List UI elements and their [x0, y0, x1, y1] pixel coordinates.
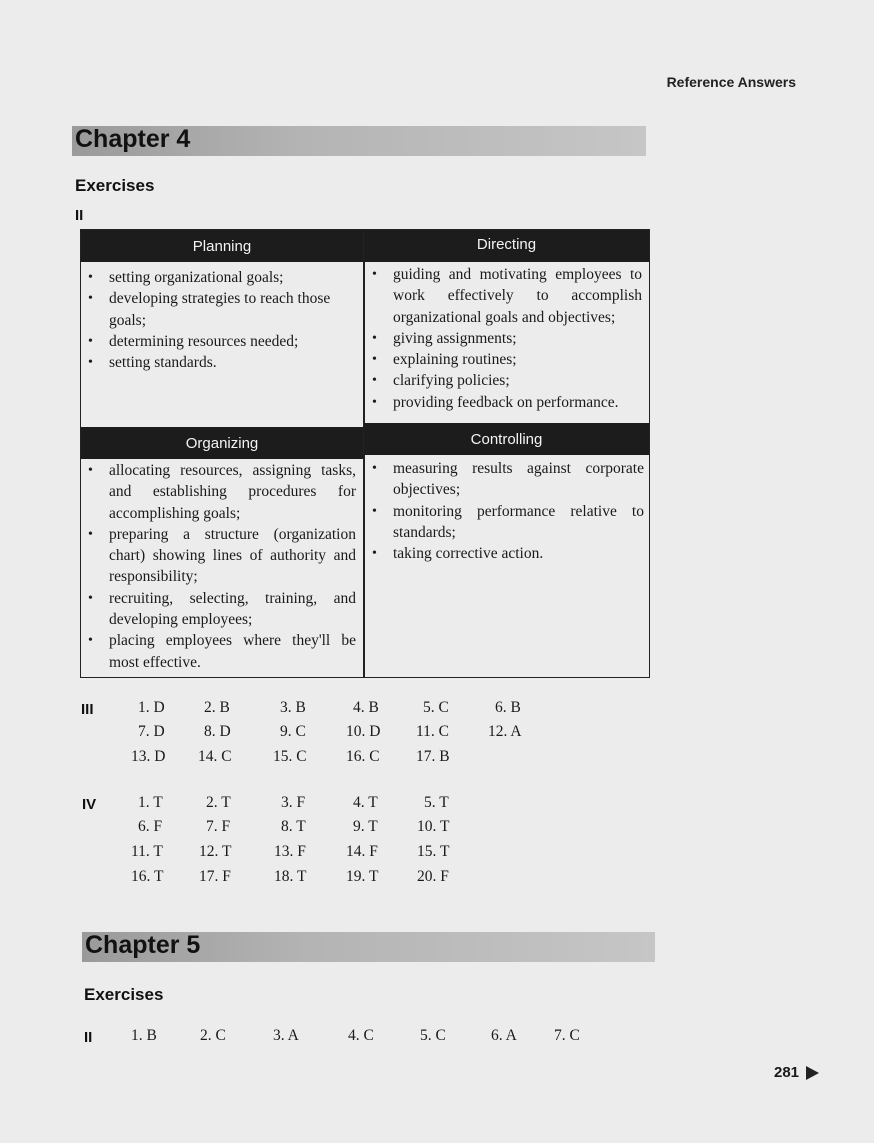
answer-item: 1. B — [131, 1027, 157, 1044]
answer-item: 15. T — [417, 843, 450, 860]
answer-item: 1. T — [138, 794, 163, 811]
list-item: • clarifying policies; — [368, 370, 642, 391]
planning-header: Planning — [81, 230, 363, 262]
answer-item: 5. T — [424, 794, 449, 811]
list-item: • taking corrective action. — [368, 543, 644, 564]
chapter-4-part-ii-label: II — [75, 207, 84, 224]
answer-item: 3. F — [281, 794, 306, 811]
chapter-4-part-iv-label: IV — [82, 796, 97, 813]
planning-cell — [84, 267, 356, 373]
answer-item: 6. A — [491, 1027, 517, 1044]
chapter-5-part-ii-label: II — [84, 1029, 93, 1046]
answer-item: 2. B — [204, 699, 230, 716]
list-item: • guiding and motivating employees to work effectively to accomplish organizational goals and objectives; — [368, 264, 642, 328]
answer-item: 16. T — [131, 868, 164, 885]
answer-item: 10. D — [346, 723, 381, 740]
list-item: • giving assignments; — [368, 328, 642, 349]
list-item: • setting standards. — [84, 352, 356, 373]
chapter-4-title: Chapter 4 — [75, 125, 191, 153]
controlling-cell — [368, 458, 644, 564]
answer-item: 7. C — [554, 1027, 580, 1044]
list-item: • explaining routines; — [368, 349, 642, 370]
answer-item: 9. C — [280, 723, 306, 740]
answer-item: 14. C — [198, 748, 232, 765]
answer-item: 13. D — [131, 748, 166, 765]
organizing-cell — [84, 460, 356, 673]
answer-item: 11. C — [416, 723, 450, 740]
list-item: • recruiting, selecting, training, and developing employees; — [84, 588, 356, 631]
list-item: • providing feedback on performance. — [368, 392, 642, 413]
answer-item: 17. B — [416, 748, 450, 765]
answer-item: 5. C — [420, 1027, 446, 1044]
answer-item: 5. C — [423, 699, 449, 716]
page-arrow-icon — [806, 1066, 819, 1080]
answer-item: 16. C — [346, 748, 380, 765]
controlling-header: Controlling — [364, 423, 649, 455]
list-item: • measuring results against corporate objectives; — [368, 458, 644, 501]
running-head: Reference Answers — [666, 74, 796, 90]
answer-item: 12. A — [488, 723, 522, 740]
management-functions-table — [80, 229, 650, 678]
organizing-header: Organizing — [81, 427, 363, 459]
answer-item: 4. B — [353, 699, 379, 716]
chapter-5-exercises-heading: Exercises — [84, 985, 164, 1004]
chapter-5-title: Chapter 5 — [85, 931, 201, 959]
answer-item: 20. F — [417, 868, 449, 885]
answer-item: 13. F — [274, 843, 306, 860]
answer-item: 18. T — [274, 868, 307, 885]
answer-item: 8. D — [204, 723, 231, 740]
list-item: • determining resources needed; — [84, 331, 356, 352]
answer-item: 14. F — [346, 843, 378, 860]
answer-item: 6. F — [138, 818, 163, 835]
answer-item: 17. F — [199, 868, 231, 885]
answer-item: 7. D — [138, 723, 165, 740]
answer-item: 1. D — [138, 699, 165, 716]
answer-item: 12. T — [199, 843, 232, 860]
answer-item: 6. B — [495, 699, 521, 716]
list-item: • allocating resources, assigning tasks, and establishing procedures for accomplishing goals; — [84, 460, 356, 524]
chapter-5-banner — [82, 932, 655, 962]
answer-item: 15. C — [273, 748, 307, 765]
chapter-4-part-iii-label: III — [81, 701, 94, 718]
list-item: • developing strategies to reach those goals; — [84, 288, 356, 331]
list-item: • preparing a structure (organization chart) showing lines of authority and responsibility; — [84, 524, 356, 588]
answer-item: 2. T — [206, 794, 231, 811]
answer-item: 3. A — [273, 1027, 299, 1044]
answer-item: 4. T — [353, 794, 378, 811]
page-number: 281 — [774, 1064, 800, 1081]
answer-item: 9. T — [353, 818, 378, 835]
answer-item: 2. C — [200, 1027, 226, 1044]
list-item: • setting organizational goals; — [84, 267, 356, 288]
directing-cell — [368, 264, 642, 413]
answer-item: 19. T — [346, 868, 379, 885]
answer-item: 3. B — [280, 699, 306, 716]
answer-item: 10. T — [417, 818, 450, 835]
answer-item: 7. F — [206, 818, 231, 835]
chapter-4-exercises-heading: Exercises — [75, 176, 155, 195]
list-item: • placing employees where they'll be most effective. — [84, 630, 356, 673]
chapter-4-banner — [72, 126, 646, 156]
list-item: • monitoring performance relative to standards; — [368, 501, 644, 544]
answer-item: 8. T — [281, 818, 306, 835]
answer-item: 11. T — [131, 843, 163, 860]
directing-header: Directing — [364, 230, 649, 262]
answer-item: 4. C — [348, 1027, 374, 1044]
